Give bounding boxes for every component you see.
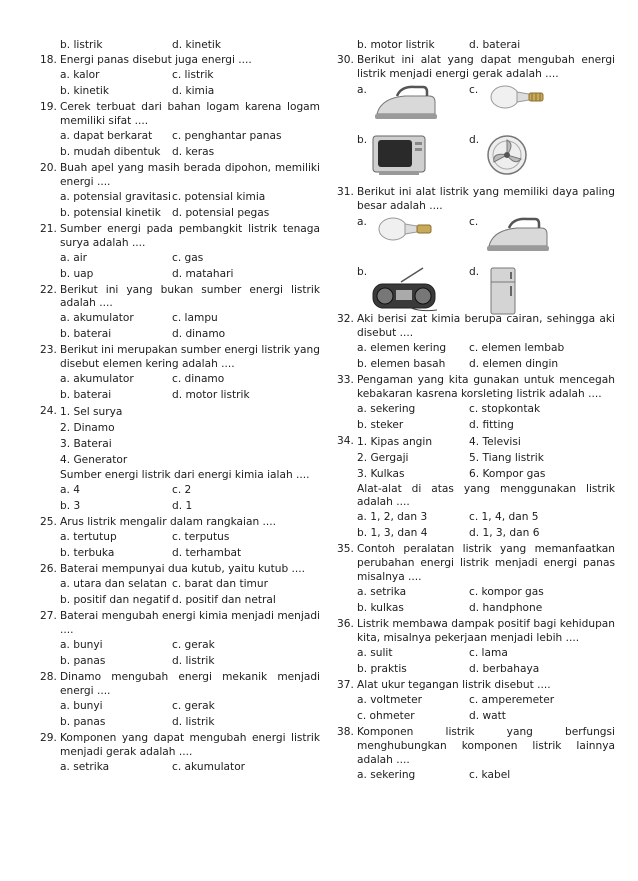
question-26 <box>40 563 320 609</box>
answer-option: a. potensial gravitasi <box>60 190 171 203</box>
answer-option: b. terbuka <box>60 546 115 559</box>
question-number: 34. <box>337 434 354 447</box>
list-item: 2. Gergaji <box>357 451 409 464</box>
answer-option: d. 1 <box>172 500 193 513</box>
answer-option: c. kompor gas <box>469 586 544 599</box>
answer-option: a. 4 <box>60 484 80 497</box>
image-option-b <box>357 266 469 312</box>
iron-icon <box>483 216 553 256</box>
list-item: 3. Baterai <box>60 438 112 451</box>
question-25 <box>40 516 320 562</box>
list-item: 1. Sel surya <box>60 406 123 419</box>
question-text: Arus listrik mengalir dalam rangkaian .... <box>60 516 276 529</box>
question-28 <box>40 671 320 731</box>
question-29 <box>40 732 320 776</box>
question-number: 33. <box>337 373 354 386</box>
answer-option: c. amperemeter <box>469 694 555 707</box>
question-20 <box>40 162 320 222</box>
answer-option: c. gas <box>172 251 204 264</box>
answer-options <box>357 646 615 678</box>
answer-option: d. terhambat <box>172 546 242 559</box>
image-options <box>357 216 615 312</box>
answer-option: d. keras <box>172 145 215 158</box>
answer-option: b. panas <box>60 654 106 667</box>
question-21 <box>40 223 320 283</box>
image-option-b <box>357 134 469 180</box>
option-label: c. <box>469 215 479 228</box>
option-label: d. <box>469 133 480 146</box>
answer-option: c. penghantar panas <box>172 129 282 142</box>
question-number: 36. <box>337 618 354 631</box>
answer-option: b. positif dan negatif <box>60 593 170 606</box>
left-question-list <box>40 54 320 776</box>
answer-options <box>357 768 615 784</box>
option-label: b. <box>357 265 368 278</box>
answer-options <box>60 311 320 343</box>
answer-option: a. elemen kering <box>357 341 447 354</box>
answer-option: b. panas <box>60 715 106 728</box>
answer-option: a. akumulator <box>60 312 134 325</box>
question-32 <box>337 313 615 373</box>
answer-option: c. elemen lembab <box>469 341 565 354</box>
question-text: Alat ukur tegangan listrik disebut .... <box>357 679 551 692</box>
answer-option: d. kimia <box>172 84 215 97</box>
refrigerator-icon <box>483 266 523 318</box>
question-number: 30. <box>337 53 354 66</box>
answer-option: b. steker <box>357 418 404 431</box>
question-37 <box>337 679 615 725</box>
right-question-list <box>337 313 615 784</box>
option: d. kinetik <box>172 39 222 51</box>
answer-option: c. lampu <box>172 312 218 325</box>
answer-options <box>357 341 615 373</box>
answer-option: a. bunyi <box>60 699 103 712</box>
question-38 <box>337 726 615 784</box>
answer-option: d. 1, 3, dan 6 <box>469 527 540 540</box>
question-text: Baterai mempunyai dua kutub, yaitu kutub .... <box>60 562 306 575</box>
option: d. baterai <box>469 39 521 51</box>
list-item: 4. Generator <box>60 454 128 467</box>
television-icon <box>371 134 431 176</box>
question-24 <box>40 405 320 515</box>
question-text: Energi panas disebut juga energi .... <box>60 53 252 66</box>
answer-option: d. potensial pegas <box>172 206 270 219</box>
iron-icon <box>371 84 441 124</box>
question-number: 38. <box>337 726 354 738</box>
answer-options <box>60 190 320 222</box>
answer-option: b. praktis <box>357 663 407 676</box>
q29-options-continued <box>337 38 615 54</box>
answer-option: d. listrik <box>172 715 215 728</box>
answer-option: b. 1, 3, dan 4 <box>357 527 428 540</box>
question-text: Komponen listrik yang berfungsi menghubungkan komponen listrik lainnya adalah .... <box>357 726 615 766</box>
answer-option: b. uap <box>60 267 94 280</box>
answer-options <box>60 251 320 283</box>
answer-option: a. utara dan selatan <box>60 577 167 590</box>
answer-option: c. 2 <box>172 484 192 497</box>
answer-options <box>60 530 320 562</box>
answer-options <box>60 68 320 100</box>
question-22 <box>40 284 320 344</box>
image-option-a <box>357 84 469 130</box>
list-item: 3. Kulkas <box>357 467 405 480</box>
answer-option: b. mudah dibentuk <box>60 145 161 158</box>
answer-option: c. listrik <box>172 68 214 81</box>
answer-options <box>357 585 615 617</box>
radio-cassette-icon <box>371 266 441 312</box>
list-item: 2. Dinamo <box>60 422 115 435</box>
answer-options <box>60 760 320 776</box>
answer-option: d. dinamo <box>172 328 226 341</box>
question-number: 28. <box>40 670 57 683</box>
question-number: 29. <box>40 731 57 744</box>
question-text: Berikut ini alat yang dapat mengubah energi listrik menjadi energi gerak adalah .... <box>357 53 615 80</box>
answer-option: c. potensial kimia <box>172 190 266 203</box>
list-item: 6. Kompor gas <box>469 467 546 480</box>
answer-option: b. potensial kinetik <box>60 206 161 219</box>
answer-option: d. berbahaya <box>469 663 540 676</box>
answer-options <box>60 483 320 515</box>
answer-options <box>357 402 615 434</box>
image-option-d <box>469 266 615 312</box>
answer-option: d. matahari <box>172 267 234 280</box>
answer-option: c. kabel <box>469 768 511 781</box>
answer-options <box>357 510 615 542</box>
answer-option: b. baterai <box>60 328 112 341</box>
option-label: a. <box>357 215 367 228</box>
option-label: c. <box>469 83 479 96</box>
answer-option: b. kinetik <box>60 84 110 97</box>
answer-option: b. kulkas <box>357 602 404 615</box>
image-option-c <box>469 216 615 262</box>
answer-option: a. setrika <box>60 760 110 773</box>
question-number: 37. <box>337 679 354 692</box>
answer-option: a. voltmeter <box>357 694 422 707</box>
question-text: Cerek terbuat dari bahan logam karena logam memiliki sifat .... <box>60 100 320 127</box>
answer-option: a. sekering <box>357 768 416 781</box>
answer-option: c. stopkontak <box>469 402 541 415</box>
image-option-d <box>469 134 615 180</box>
light-bulb-icon <box>483 84 553 114</box>
answer-option: d. elemen dingin <box>469 357 559 370</box>
right-column <box>337 38 615 785</box>
question-35 <box>337 543 615 617</box>
question-34 <box>337 435 615 543</box>
question-33 <box>337 374 615 434</box>
question-number: 32. <box>337 312 354 325</box>
question-text: Aki berisi zat kimia berupa cairan, sehingga aki disebut .... <box>357 312 615 339</box>
answer-option: a. dapat berkarat <box>60 129 153 142</box>
answer-option: c. gerak <box>172 638 215 651</box>
answer-option: a. air <box>60 251 88 264</box>
question-text: Berikut ini alat listrik yang memiliki daya paling besar adalah .... <box>357 185 615 212</box>
item-list <box>357 435 615 483</box>
answer-options <box>60 129 320 161</box>
question-text: Contoh peralatan listrik yang memanfaatkan perubahan energi listrik menjadi energi panas misalnya .... <box>357 543 615 584</box>
option-label: a. <box>357 83 367 96</box>
answer-option: c. dinamo <box>172 373 225 386</box>
light-bulb-icon <box>371 216 441 246</box>
answer-option: d. handphone <box>469 602 543 615</box>
question-number: 35. <box>337 543 354 556</box>
option-label: b. <box>357 133 368 146</box>
option: b. listrik <box>60 39 103 51</box>
question-text: Pengaman yang kita gunakan untuk mencegah kebakaran kasrena korsleting listrik adalah .... <box>357 373 615 400</box>
image-option-c <box>469 84 615 130</box>
question-number: 20. <box>40 161 57 174</box>
question-prompt: Sumber energi listrik dari energi kimia ialah .... <box>60 469 310 482</box>
electric-fan-icon <box>483 134 533 178</box>
question-number: 22. <box>40 283 57 296</box>
question-text: Listrik membawa dampak positif bagi kehidupan kita, misalnya pekerjaan menjadi lebih .... <box>357 618 615 645</box>
image-option-a <box>357 216 469 262</box>
question-number: 26. <box>40 562 57 575</box>
answer-options <box>60 577 320 609</box>
answer-option: d. motor listrik <box>172 389 250 402</box>
answer-options <box>60 638 320 670</box>
question-number: 19. <box>40 100 57 113</box>
question-text: Berikut ini yang bukan sumber energi listrik adalah .... <box>60 283 320 310</box>
q17-options-continued <box>40 38 320 54</box>
answer-option: c. 1, 4, dan 5 <box>469 511 539 524</box>
option-label: d. <box>469 265 480 278</box>
question-27 <box>40 610 320 670</box>
answer-option: d. listrik <box>172 654 215 667</box>
answer-option: d. fitting <box>469 418 514 431</box>
answer-option: d. watt <box>469 710 506 723</box>
answer-option: c. barat dan timur <box>172 577 268 590</box>
answer-options <box>357 693 615 725</box>
answer-option: a. kalor <box>60 68 100 81</box>
list-item: 5. Tiang listrik <box>469 451 544 464</box>
question-19 <box>40 101 320 161</box>
question-number: 25. <box>40 516 57 529</box>
question-36 <box>337 618 615 678</box>
question-text: Sumber energi pada pembangkit listrik tenaga surya adalah .... <box>60 222 320 249</box>
answer-option: b. elemen basah <box>357 357 446 370</box>
answer-option: c. terputus <box>172 531 230 543</box>
question-text: Berikut ini merupakan sumber energi listrik yang disebut elemen kering adalah .... <box>60 344 320 371</box>
answer-option: a. sekering <box>357 402 416 415</box>
question-text: Baterai mengubah energi kimia menjadi menjadi .... <box>60 609 320 636</box>
question-31 <box>337 186 615 312</box>
question-number: 31. <box>337 185 354 198</box>
question-number: 18. <box>40 53 57 66</box>
answer-option: a. sulit <box>357 647 393 660</box>
answer-option: a. bunyi <box>60 638 103 651</box>
answer-option: c. akumulator <box>172 760 246 773</box>
answer-option: d. positif dan netral <box>172 593 276 606</box>
answer-options <box>60 372 320 404</box>
answer-option: c. lama <box>469 647 508 660</box>
question-number: 24. <box>40 405 57 418</box>
option: b. motor listrik <box>357 39 435 51</box>
answer-option: a. akumulator <box>60 373 134 386</box>
answer-option: a. setrika <box>357 586 407 599</box>
answer-option: a. 1, 2, dan 3 <box>357 511 428 524</box>
question-prompt: Alat-alat di atas yang menggunakan listrik adalah .... <box>357 482 615 509</box>
list-item: 1. Kipas angin <box>357 435 433 448</box>
left-column <box>40 38 320 777</box>
question-18 <box>40 54 320 100</box>
answer-option: c. gerak <box>172 699 215 712</box>
question-30 <box>337 54 615 180</box>
question-number: 23. <box>40 344 57 357</box>
question-text: Buah apel yang masih berada dipohon, memiliki energi .... <box>60 161 320 188</box>
question-text: Komponen yang dapat mengubah energi listrik menjadi gerak adalah .... <box>60 731 320 758</box>
question-23 <box>40 344 320 404</box>
question-number: 21. <box>40 222 57 235</box>
question-number: 27. <box>40 609 57 622</box>
answer-option: a. tertutup <box>60 531 117 543</box>
answer-option: b. 3 <box>60 500 81 513</box>
image-options <box>357 84 615 180</box>
question-text: Dinamo mengubah energi mekanik menjadi energi .... <box>60 670 320 697</box>
answer-option: b. baterai <box>60 389 112 402</box>
list-item: 4. Televisi <box>469 435 521 448</box>
answer-options <box>60 699 320 731</box>
answer-option: c. ohmeter <box>357 710 415 723</box>
